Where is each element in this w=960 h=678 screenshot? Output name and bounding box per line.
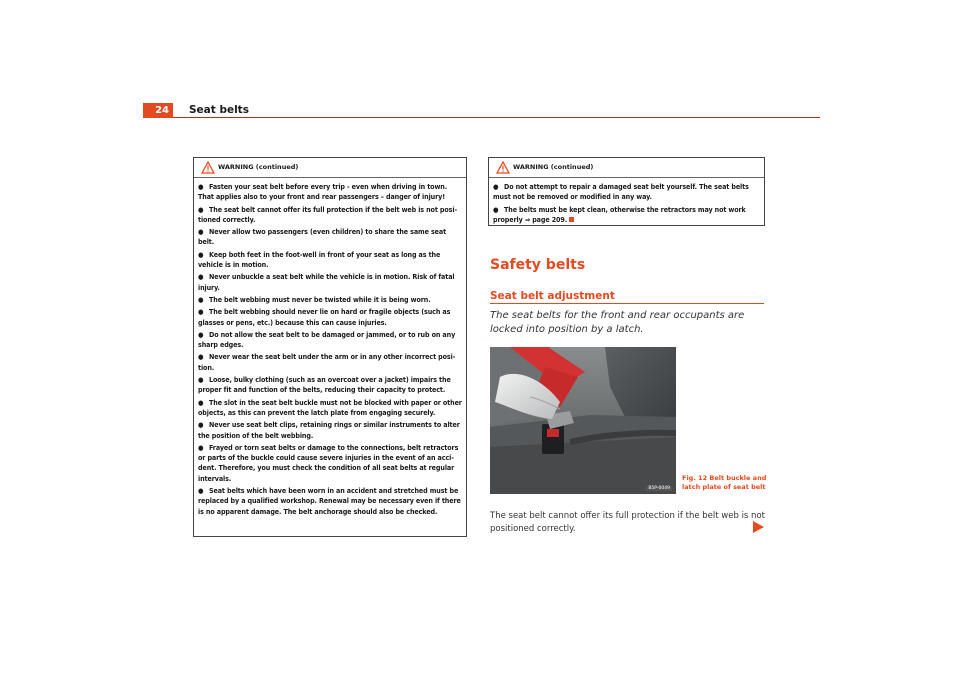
warning-triangle-icon bbox=[496, 161, 510, 174]
continue-arrow-icon bbox=[753, 521, 764, 533]
warning-item: ● Do not allow the seat belt to be damaged or jammed, or to rub on any sharp edges. bbox=[198, 329, 456, 350]
seat-belt-buckle-illustration bbox=[490, 347, 676, 494]
warning-item: ● The slot in the seat belt buckle must not be blocked with paper or other objects, as this can prevent the latch plate from engaging securely. bbox=[198, 397, 462, 417]
figure-photo bbox=[490, 347, 676, 494]
warning-item: ● Do not attempt to repair a damaged seat belt yourself. The seat belts must not be removed or modified in any way. bbox=[493, 182, 749, 202]
warning-item: ● Never unbuckle a seat belt while the vehicle is in motion. Risk of fatal injury. bbox=[198, 272, 455, 292]
warning-item: ● Frayed or torn seat belts or damage to the connections, belt retractors or parts of the buckle could cause severe injuries in the event of an acci-dent. Therefore, you must check the condition of all seat belts at regular intervals. bbox=[198, 442, 459, 483]
section-title: Safety belts bbox=[490, 257, 586, 273]
header-divider bbox=[173, 117, 820, 118]
subsection-title: Seat belt adjustment bbox=[490, 290, 615, 302]
warning-box-right bbox=[488, 157, 765, 226]
warning-item: ● Fasten your seat belt before every trip - even when driving in town. That applies also to your front and rear passengers – danger of injury! bbox=[198, 182, 448, 202]
warning-item: ● Never use seat belt clips, retaining rings or similar instruments to alter the position of the belt webbing. bbox=[198, 420, 460, 440]
warning-item: ● The belt webbing should never lie on hard or fragile objects (such as glasses or pens, etc.) because this can cause injuries. bbox=[198, 307, 451, 327]
figure-caption: Fig. 12 Belt buckle and latch plate of seat belt bbox=[682, 474, 767, 491]
warning-header bbox=[489, 161, 764, 178]
warning-list-right bbox=[493, 182, 760, 225]
warning-item: ● The seat belt cannot offer its full protection if the belt web is not posi-tioned correctly. bbox=[198, 204, 457, 224]
warning-item: ● Loose, bulky clothing (such as an overcoat over a jacket) impairs the proper fit and function of the belts, reducing their capacity to protect. bbox=[198, 375, 451, 395]
warning-triangle-icon bbox=[201, 161, 215, 174]
warning-label: WARNING (continued) bbox=[513, 163, 594, 171]
figure-code: B5P-0049 bbox=[648, 486, 670, 491]
chapter-title: Seat belts bbox=[189, 104, 249, 116]
warning-item: ● Keep both feet in the foot-well in front of your seat as long as the vehicle is in motion. bbox=[198, 249, 441, 270]
page-header bbox=[143, 103, 820, 118]
subsection-divider bbox=[490, 303, 764, 304]
warning-item: ● Seat belts which have been worn in an accident and stretched must be replaced by a qualified workshop. Renewal may be necessary even if there is no apparent damage. The belt anchorage should also be checked. bbox=[198, 486, 461, 516]
page-reference-link[interactable]: ⇒ page 209. bbox=[524, 214, 568, 224]
warning-item: ● Never wear the seat belt under the arm or in any other incorrect posi-tion. bbox=[198, 352, 456, 372]
intro-text: The seat belts for the front and rear occupants are locked into position by a latch. bbox=[490, 310, 745, 335]
warning-item: ● The belt webbing must never be twisted while it is being worn. bbox=[198, 294, 431, 304]
page-number: 24 bbox=[143, 103, 173, 118]
warning-item: ● Never allow two passengers (even children) to share the same seat belt. bbox=[198, 227, 447, 247]
body-text: The seat belt cannot offer its full protection if the belt web is not positioned correctly. bbox=[490, 511, 765, 534]
end-marker bbox=[569, 217, 574, 222]
warning-header bbox=[194, 161, 466, 178]
warning-label: WARNING (continued) bbox=[218, 163, 299, 171]
warning-box-left bbox=[193, 157, 467, 537]
warning-item: ● The belts must be kept clean, otherwise the retractors may not work properly ⇒ page 209. bbox=[493, 204, 746, 224]
warning-list-left bbox=[198, 182, 462, 517]
